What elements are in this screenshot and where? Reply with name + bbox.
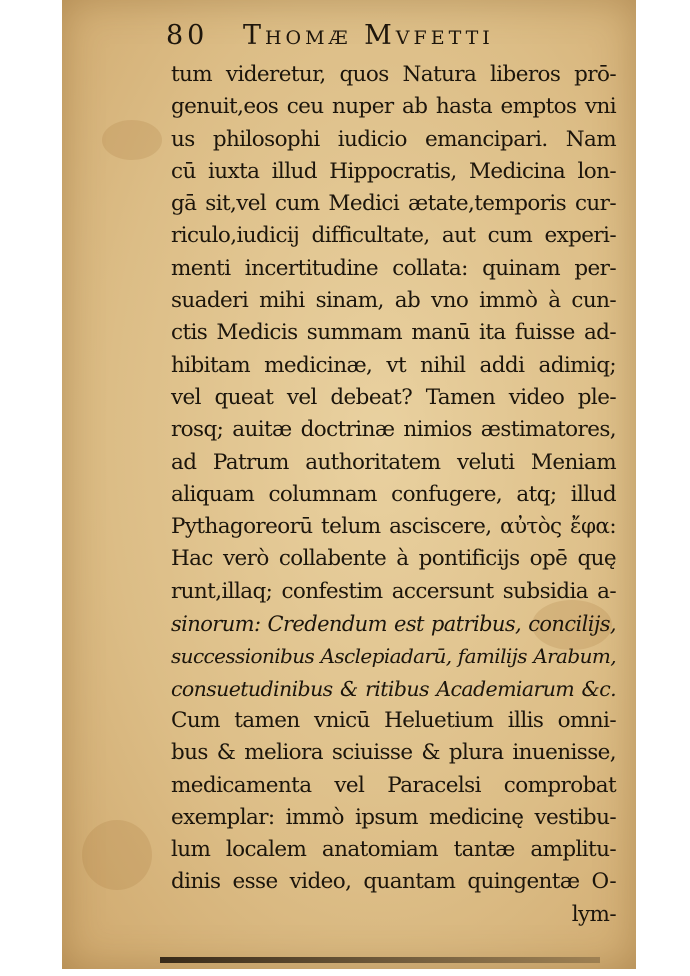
paper-stain bbox=[102, 120, 162, 160]
page-number: 80 bbox=[166, 20, 209, 51]
text-line: runt,illaq; confestim accersunt subsidia a- bbox=[171, 578, 616, 604]
text-line: vel queat vel debeat? Tamen video ple- bbox=[171, 384, 616, 410]
text-line: cū iuxta illud Hippocratis, Medicina lon- bbox=[171, 158, 616, 184]
text-line: successionibus Asclepiadarū, familijs Arabum, bbox=[171, 644, 616, 669]
running-header bbox=[166, 20, 494, 51]
text-line: us philosophi iudicio emancipari. Nam bbox=[171, 126, 616, 152]
catchword: lym- bbox=[571, 901, 616, 927]
text-line: gā sit,vel cum Medici ætate,temporis cur- bbox=[171, 191, 616, 217]
text-line: dinis esse video, quantam quingentæ O- bbox=[171, 869, 616, 895]
text-line: ctis Medicis summam manū ita fuisse ad- bbox=[171, 320, 616, 346]
text-line: Pythagoreorū telum asciscere, αὐτὸς ἔφα: bbox=[171, 514, 616, 540]
text-line: exemplar: immò ipsum medicinę vestibu- bbox=[171, 804, 616, 830]
text-line: consuetudinibus & ritibus Academiarum &c. bbox=[171, 676, 616, 701]
text-line: hibitam medicinæ, vt nihil addi adimiq; bbox=[171, 352, 616, 378]
text-line: medicamenta vel Paracelsi comprobat bbox=[171, 772, 616, 798]
text-line: Cum tamen vnicū Heluetium illis omni- bbox=[171, 707, 616, 733]
text-line: genuit,eos ceu nuper ab hasta emptos vni bbox=[171, 94, 616, 120]
running-head-title: Thomæ Mvfetti bbox=[242, 20, 494, 51]
text-line: aliquam columnam confugere, atq; illud bbox=[171, 481, 616, 507]
text-line: menti incertitudine collata: quinam per- bbox=[171, 255, 616, 281]
text-line: sinorum: Credendum est patribus, concilijs, bbox=[171, 612, 616, 637]
text-line: riculo,iudicij difficultate, aut cum experi- bbox=[171, 223, 616, 249]
text-line: lum localem anatomiam tantæ amplitu- bbox=[171, 837, 616, 863]
text-line: suaderi mihi sinam, ab vno immò à cun- bbox=[171, 288, 616, 314]
page-edge-shadow bbox=[160, 957, 600, 963]
text-line: Hac verò collabente à pontificijs opē quę bbox=[171, 546, 616, 572]
text-line: ad Patrum authoritatem veluti Meniam bbox=[171, 449, 616, 475]
text-line: tum videretur, quos Natura liberos prō- bbox=[171, 62, 616, 87]
paper-stain bbox=[82, 820, 152, 890]
body-text bbox=[171, 59, 616, 931]
text-line: rosq; auitæ doctrinæ nimios æstimatores, bbox=[171, 417, 616, 443]
text-line: bus & meliora sciuisse & plura inuenisse, bbox=[171, 740, 616, 766]
